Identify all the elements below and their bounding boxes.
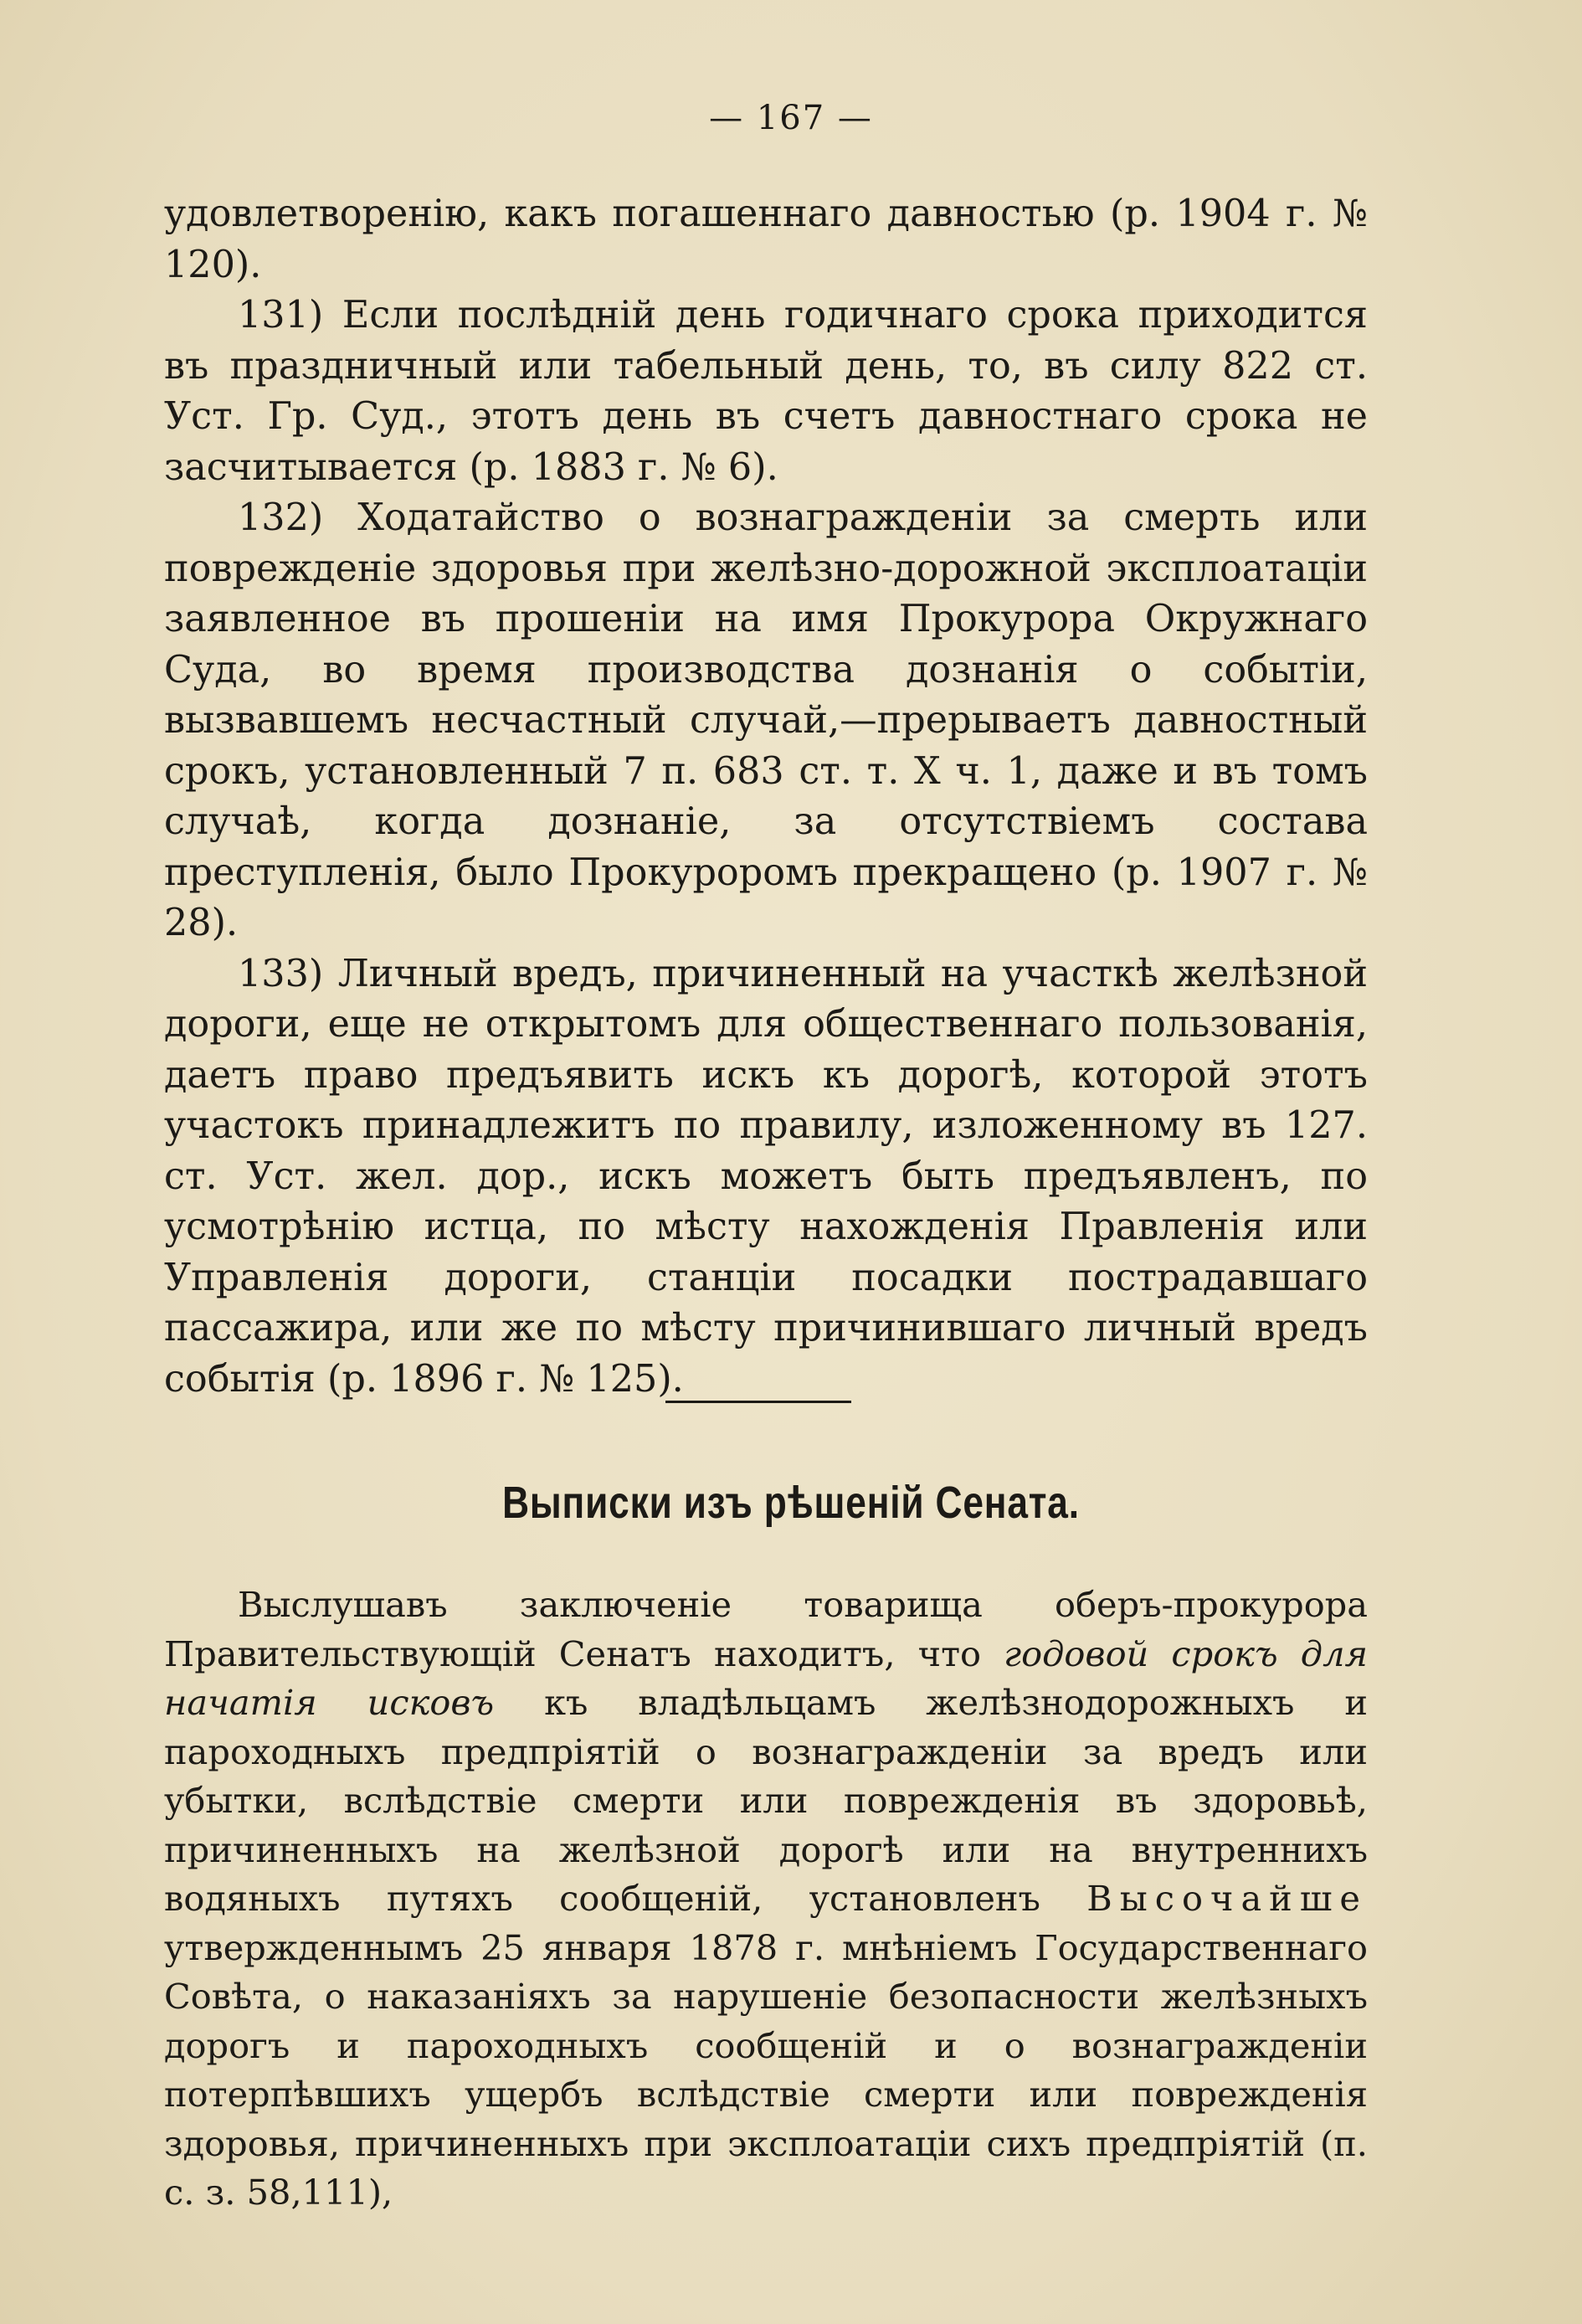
senate-text-part-2: къ владѣльцамъ желѣзнодорожныхъ и пароходныхъ предпріятій о вознагражденіи за вредъ или убытки, вслѣдствіе смерти или поврежденія въ здоровьѣ, причиненныхъ на желѣзной дорогѣ или на внутреннихъ водяныхъ путяхъ сообщеній, установленъ [164,1682,1369,1919]
senate-paragraph [164,1581,1368,2218]
senate-spaced-word: Высочайше [1086,1878,1368,1919]
paragraph-130-tail: удовлетворенію, какъ погашеннаго давностью (р. 1904 г. № 120). [164,193,1368,286]
section-heading: Выписки изъ рѣшеній Сената. [502,1478,1080,1528]
paragraph-132: 132) Ходатайство о вознагражденіи за смерть или поврежденіе здоровья при желѣзно-дорожной эксплоатаціи заявленное въ прошеніи на имя Прокурора Окружнаго Суда, во время производства дознанія о событіи, вызвавшемъ несчастный случай,—прерываетъ давностный срокъ, установленный 7 п. 683 ст. т. X ч. 1, даже и въ томъ случаѣ, когда дознаніе, за отсутствіемъ состава преступленія, было Прокуроромъ прекращено (р. 1907 г. № 28). [164,496,1368,944]
senate-italic-phrase: годовой срокъ для начатія исковъ [164,1632,1368,1723]
senate-extract [164,1581,1368,2218]
senate-text-part-1: Выслушавъ заключеніе товарища оберъ-прокурора Правительствующій Сенатъ находитъ, что [164,1584,1368,1674]
section-divider [665,1401,851,1403]
paragraph-133: 133) Личный вредъ, причиненный на участкѣ желѣзной дороги, еще не открытомъ для общественнаго пользованія, даетъ право предъявить искъ къ дорогѣ, которой этотъ участокъ принадлежитъ по правилу, изложенному въ 127. ст. Уст. жел. дор., искъ можетъ быть предъявленъ, по усмотрѣнію истца, по мѣсту нахожденія Правленія или Управленія дороги, станціи посадки пострадавшаго пассажира, или же по мѣсту причинившаго личный вредъ событія (р. 1896 г. № 125). [164,952,1368,1401]
main-text [164,189,1368,1405]
senate-text-part-3: утвержденнымъ 25 января 1878 г. мнѣніемъ Государственнаго Совѣта, о наказаніяхъ за нарушеніе безопасности желѣзныхъ дорогъ и пароходныхъ сообщеній и о вознагражденіи потерпѣвшихъ ущербъ вслѣдствіе смерти или поврежденія здоровья, причиненныхъ при эксплоатаціи сихъ предпріятій (п. с. з. 58,111), [164,1926,1368,2213]
page-number: — 167 — [709,99,873,137]
paragraph-131: 131) Если послѣдній день годичнаго срока приходится въ праздничный или табельный день, то, въ силу 822 ст. Уст. Гр. Суд., этотъ день въ счетъ давностнаго срока не засчитывается (р. 1883 г. № 6). [164,294,1368,489]
